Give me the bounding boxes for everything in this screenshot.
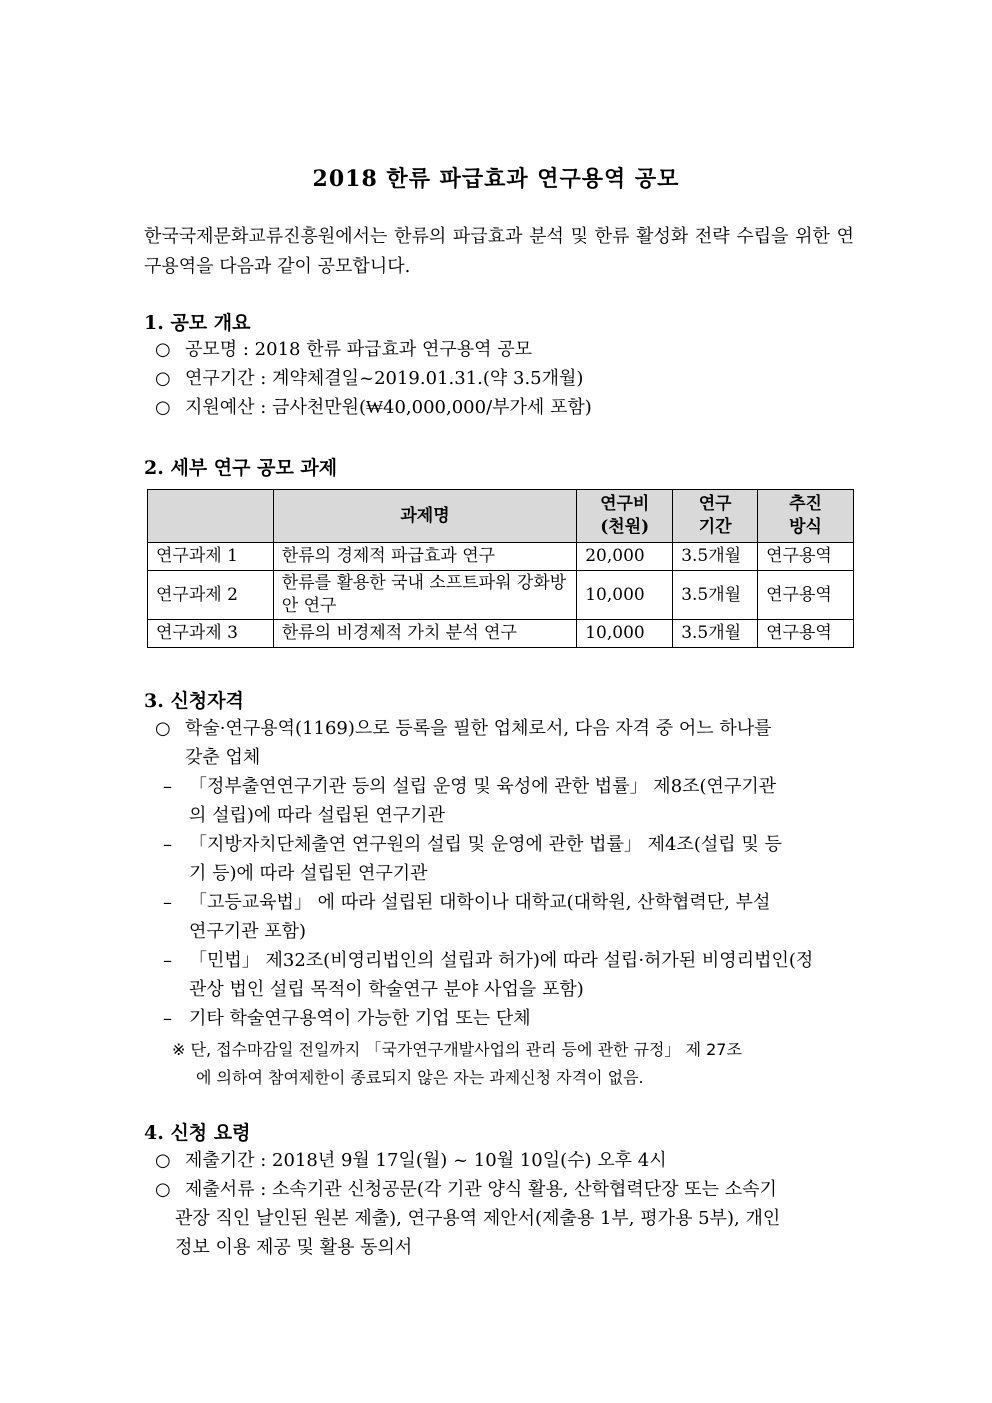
task-method-cell: 연구용역 <box>758 571 854 620</box>
intro-paragraph: 한국국제문화교류진흥원에서는 한류의 파급효과 분석 및 한류 활성화 전략 수립을 위한 연구용역을 다음과 같이 공모합니다. <box>144 226 854 277</box>
dash-icon: – <box>163 1008 172 1029</box>
page-title: 2018 한류 파급효과 연구용역 공모 <box>312 166 680 192</box>
eligibility-item: – 「정부출연연구기관 등의 설립 운영 및 육성에 관한 법률」 제8조(연구기관 <box>163 772 776 801</box>
application-item-cont: 관장 직인 날인된 원본 제출), 연구용역 제안서(제출용 1부, 평가용 5부), 개인 <box>175 1208 781 1229</box>
section3-heading: 3. 신청자격 <box>144 690 244 712</box>
application-item-cont: 정보 이용 제공 및 활용 동의서 <box>175 1237 413 1258</box>
section4-heading: 4. 신청 요령 <box>144 1122 251 1144</box>
section1-item: ○ 지원예산 : 금사천만원(₩40,000,000/부가세 포함) <box>155 393 592 422</box>
eligibility-item-cont: 관상 법인 설립 목적이 학술연구 분야 사업을 포함) <box>189 979 584 1000</box>
bullet-icon: ○ <box>155 339 171 360</box>
task-name-cell: 한류의 경제적 파급효과 연구 <box>273 543 576 571</box>
eligibility-item: – 「민법」 제32조(비영리법인의 설립과 허가)에 따라 설립·허가된 비영리법인(정 <box>163 946 813 975</box>
dash-icon: – <box>163 776 172 797</box>
table-header-row <box>148 490 854 543</box>
eligibility-note: ※ 단, 접수마감일 전일까지 「국가연구개발사업의 관리 등에 관한 규정」 제 27조 <box>172 1040 742 1059</box>
application-item: ○ 제출기간 : 2018년 9월 17일(월) ~ 10월 10일(수) 오후 4시 <box>155 1146 667 1175</box>
eligibility-item-cont: 연구기관 포함) <box>189 921 307 942</box>
task-period-cell: 3.5개월 <box>673 620 758 648</box>
task-cost-cell: 20,000 <box>577 543 673 571</box>
task-cost-cell: 10,000 <box>577 620 673 648</box>
task-period-cell: 3.5개월 <box>673 543 758 571</box>
section2-heading: 2. 세부 연구 공모 과제 <box>144 457 338 479</box>
column-header-name: 과제명 <box>273 490 576 543</box>
bullet-icon: ○ <box>155 718 171 739</box>
bullet-icon: ○ <box>155 1179 171 1200</box>
task-period-cell: 3.5개월 <box>673 571 758 620</box>
eligibility-lead: ○ 학술·연구용역(1169)으로 등록을 필한 업체로서, 다음 자격 중 어느 하나를 <box>155 714 772 743</box>
column-header-cost: 연구비 (천원) <box>577 490 673 543</box>
table-row <box>148 571 854 620</box>
task-table <box>147 489 854 648</box>
section1-item: ○ 연구기간 : 계약체결일~2019.01.31.(약 3.5개월) <box>155 364 583 393</box>
task-method-cell: 연구용역 <box>758 543 854 571</box>
task-cost-cell: 10,000 <box>577 571 673 620</box>
section1-heading: 1. 공모 개요 <box>144 312 251 334</box>
bullet-icon: ○ <box>155 397 171 418</box>
table-row <box>148 620 854 648</box>
task-id-cell: 연구과제 2 <box>148 571 274 620</box>
column-header-period: 연구 기간 <box>673 490 758 543</box>
column-header-method: 추진 방식 <box>758 490 854 543</box>
dash-icon: – <box>163 950 172 971</box>
eligibility-item: – 기타 학술연구용역이 가능한 기업 또는 단체 <box>163 1004 531 1033</box>
table-row <box>148 543 854 571</box>
bullet-icon: ○ <box>155 368 171 389</box>
task-name-cell: 한류를 활용한 국내 소프트파워 강화방안 연구 <box>273 571 576 620</box>
eligibility-item-cont: 기 등)에 따라 설립된 연구기관 <box>189 863 428 884</box>
section1-item: ○ 공모명 : 2018 한류 파급효과 연구용역 공모 <box>155 335 532 364</box>
dash-icon: – <box>163 834 172 855</box>
task-id-cell: 연구과제 3 <box>148 620 274 648</box>
eligibility-item: – 「고등교육법」 에 따라 설립된 대학이나 대학교(대학원, 산학협력단, 부설 <box>163 888 770 917</box>
task-id-cell: 연구과제 1 <box>148 543 274 571</box>
eligibility-lead-cont: 갖춘 업체 <box>185 747 261 768</box>
eligibility-item: – 「지방자치단체출연 연구원의 설립 및 운영에 관한 법률」 제4조(설립 및 등 <box>163 830 782 859</box>
column-header-blank <box>148 490 274 543</box>
application-item: ○ 제출서류 : 소속기관 신청공문(각 기관 양식 활용, 산학협력단장 또는 소속기 <box>155 1175 777 1204</box>
eligibility-note-cont: 에 의하여 참여제한이 종료되지 않은 자는 과제신청 자격이 없음. <box>196 1068 644 1087</box>
task-name-cell: 한류의 비경제적 가치 분석 연구 <box>273 620 576 648</box>
dash-icon: – <box>163 892 172 913</box>
eligibility-item-cont: 의 설립)에 따라 설립된 연구기관 <box>189 805 445 826</box>
task-method-cell: 연구용역 <box>758 620 854 648</box>
bullet-icon: ○ <box>155 1150 171 1171</box>
